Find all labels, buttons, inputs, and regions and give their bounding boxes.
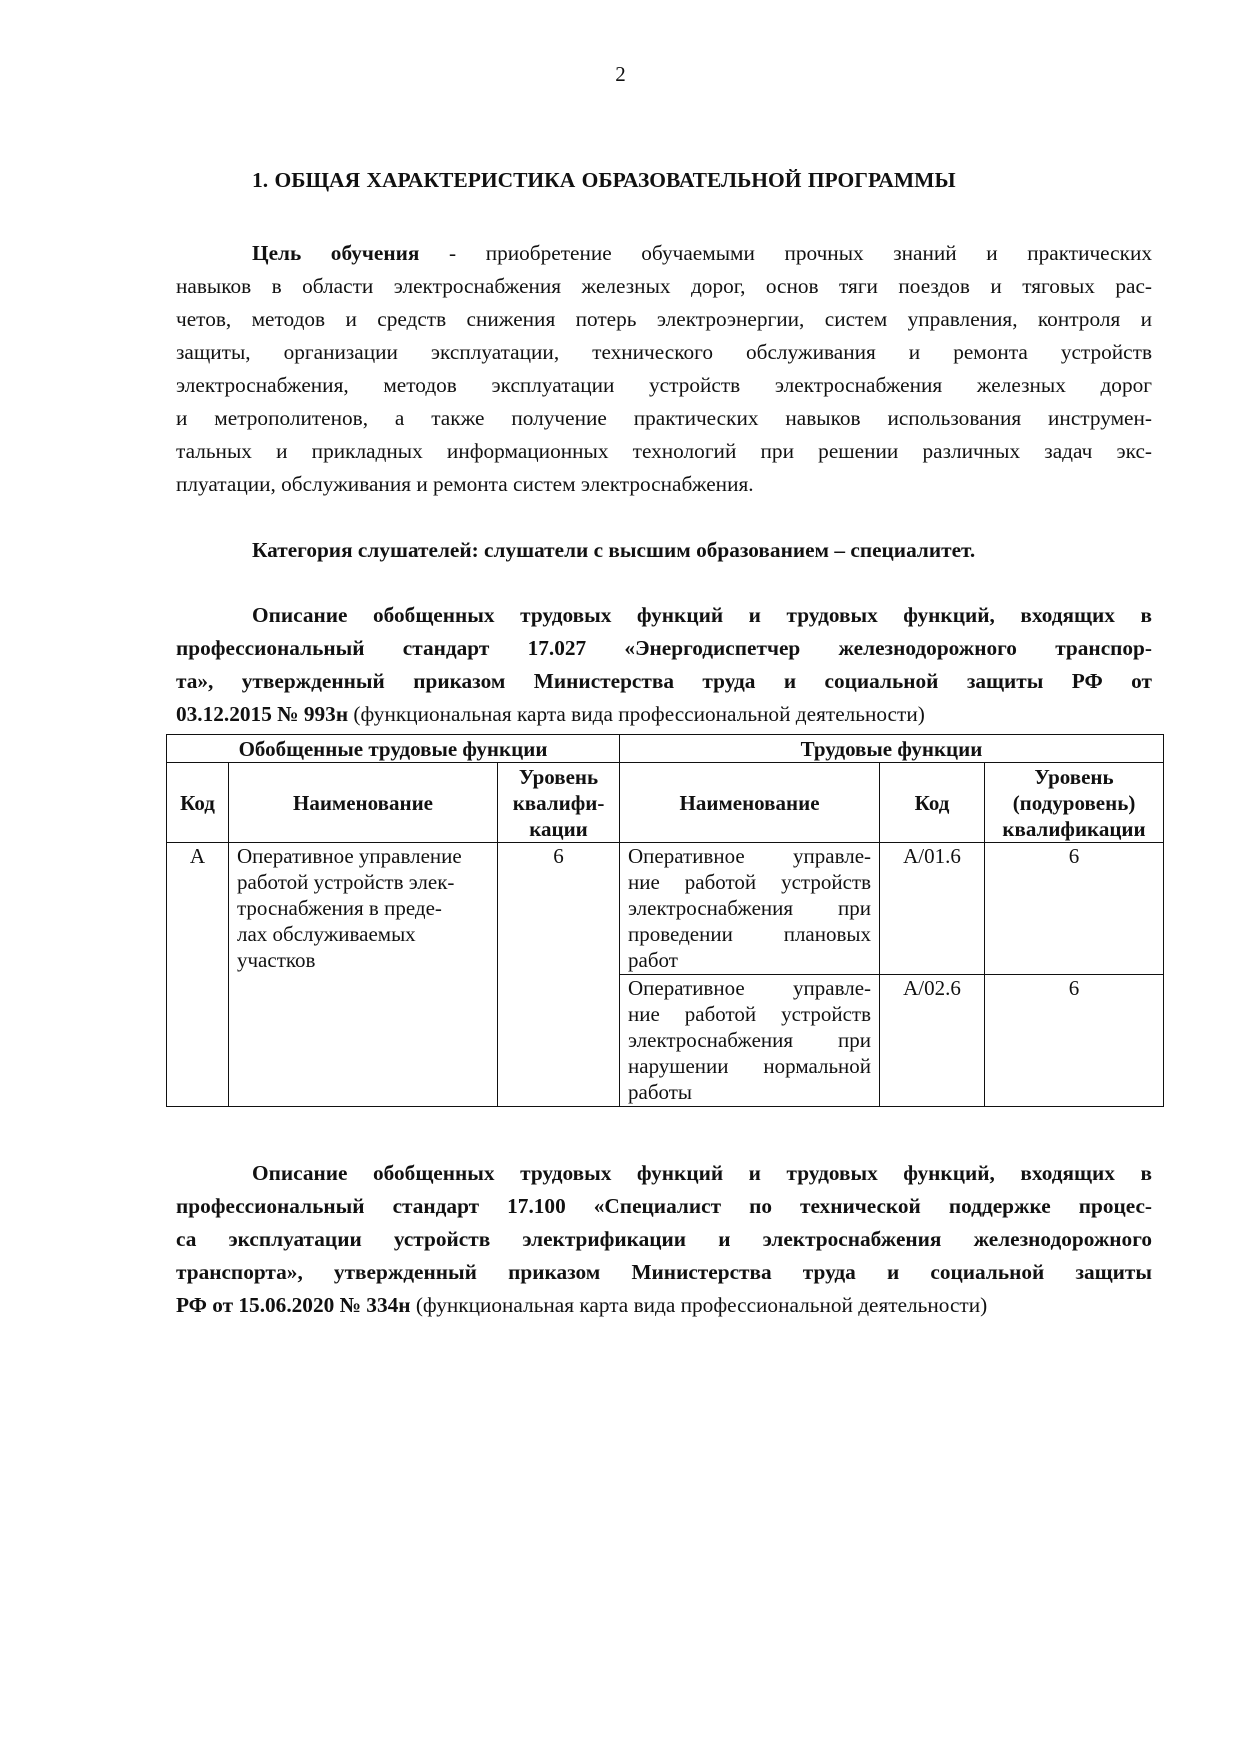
table-group-header-row <box>167 735 1164 763</box>
tf-code-cell: А/02.6 <box>880 975 985 1107</box>
standard-17-100-description: Описание обобщенных трудовых функций и трудовых функций, входящих в профессиональный стандарт 17.100 «Специалист по технической поддержке процес- са эксплуатации устройств электрификации и электроснабжения железнодорожного транспорта», утвержденный приказом Министерства труда и социальной защиты РФ от 15.06.2020 № 334н (функциональная карта вида профессиональной деятельности) <box>176 1161 1152 1317</box>
table-row <box>167 843 1164 975</box>
tf-level-cell: 6 <box>985 843 1164 975</box>
section-title: 1. ОБЩАЯ ХАРАКТЕРИСТИКА ОБРАЗОВАТЕЛЬНОЙ ПРОГРАММЫ <box>252 168 956 192</box>
tf-code-header: Код <box>880 763 985 843</box>
gtf-name-cell: Оперативное управление работой устройств элек- троснабжения в преде- лах обслуживаемых участков <box>229 843 498 1107</box>
gtf-name-header: Наименование <box>229 763 498 843</box>
functional-map-table <box>166 734 1164 1107</box>
gtf-code-cell: А <box>167 843 229 1107</box>
page-number: 2 <box>615 62 626 86</box>
goal-label: Цель обучения <box>252 241 420 265</box>
generalized-functions-header: Обобщенные трудовые функции <box>167 735 620 763</box>
labor-functions-header: Трудовые функции <box>620 735 1164 763</box>
tf-name-header: Наименование <box>620 763 880 843</box>
tf-name-cell: Оперативное управле- ние работой устройств электроснабжения при проведении плановых работ <box>620 843 880 975</box>
audience-category: Категория слушателей: слушатели с высшим образованием – специалитет. <box>252 538 976 562</box>
gtf-level-header: Уровень квалифи- кации <box>498 763 620 843</box>
table-header-row <box>167 763 1164 843</box>
tf-level-cell: 6 <box>985 975 1164 1107</box>
tf-level-header: Уровень (подуровень) квалификации <box>985 763 1164 843</box>
goal-paragraph: Цель обучения - приобретение обучаемыми прочных знаний и практических навыков в области электроснабжения железных дорог, основ тяги поездов и тяговых рас- четов, методов и средств снижения потерь электроэнергии, систем управления, контроля и защиты, организации эксплуатации, технического обслуживания и ремонта устройств электроснабжения, методов эксплуатации устройств электроснабжения железных дорог и метрополитенов, а также получение практических навыков использования инструмен- тальных и прикладных информационных технологий при решении различных задач экс- плуатации, обслуживания и ремонта систем электроснабжения. <box>176 241 1153 496</box>
standard-17-027-description: Описание обобщенных трудовых функций и трудовых функций, входящих в профессиональный стандарт 17.027 «Энергодиспетчер железнодорожного транспор- та», утвержденный приказом Министерства труда и социальной защиты РФ от 03.12.2015 № 993н (функциональная карта вида профессиональной деятельности) <box>176 603 1152 726</box>
gtf-code-header: Код <box>167 763 229 843</box>
gtf-level-cell: 6 <box>498 843 620 1107</box>
tf-name-cell: Оперативное управле- ние работой устройств электроснабжения при нарушении нормальной работы <box>620 975 880 1107</box>
tf-code-cell: А/01.6 <box>880 843 985 975</box>
